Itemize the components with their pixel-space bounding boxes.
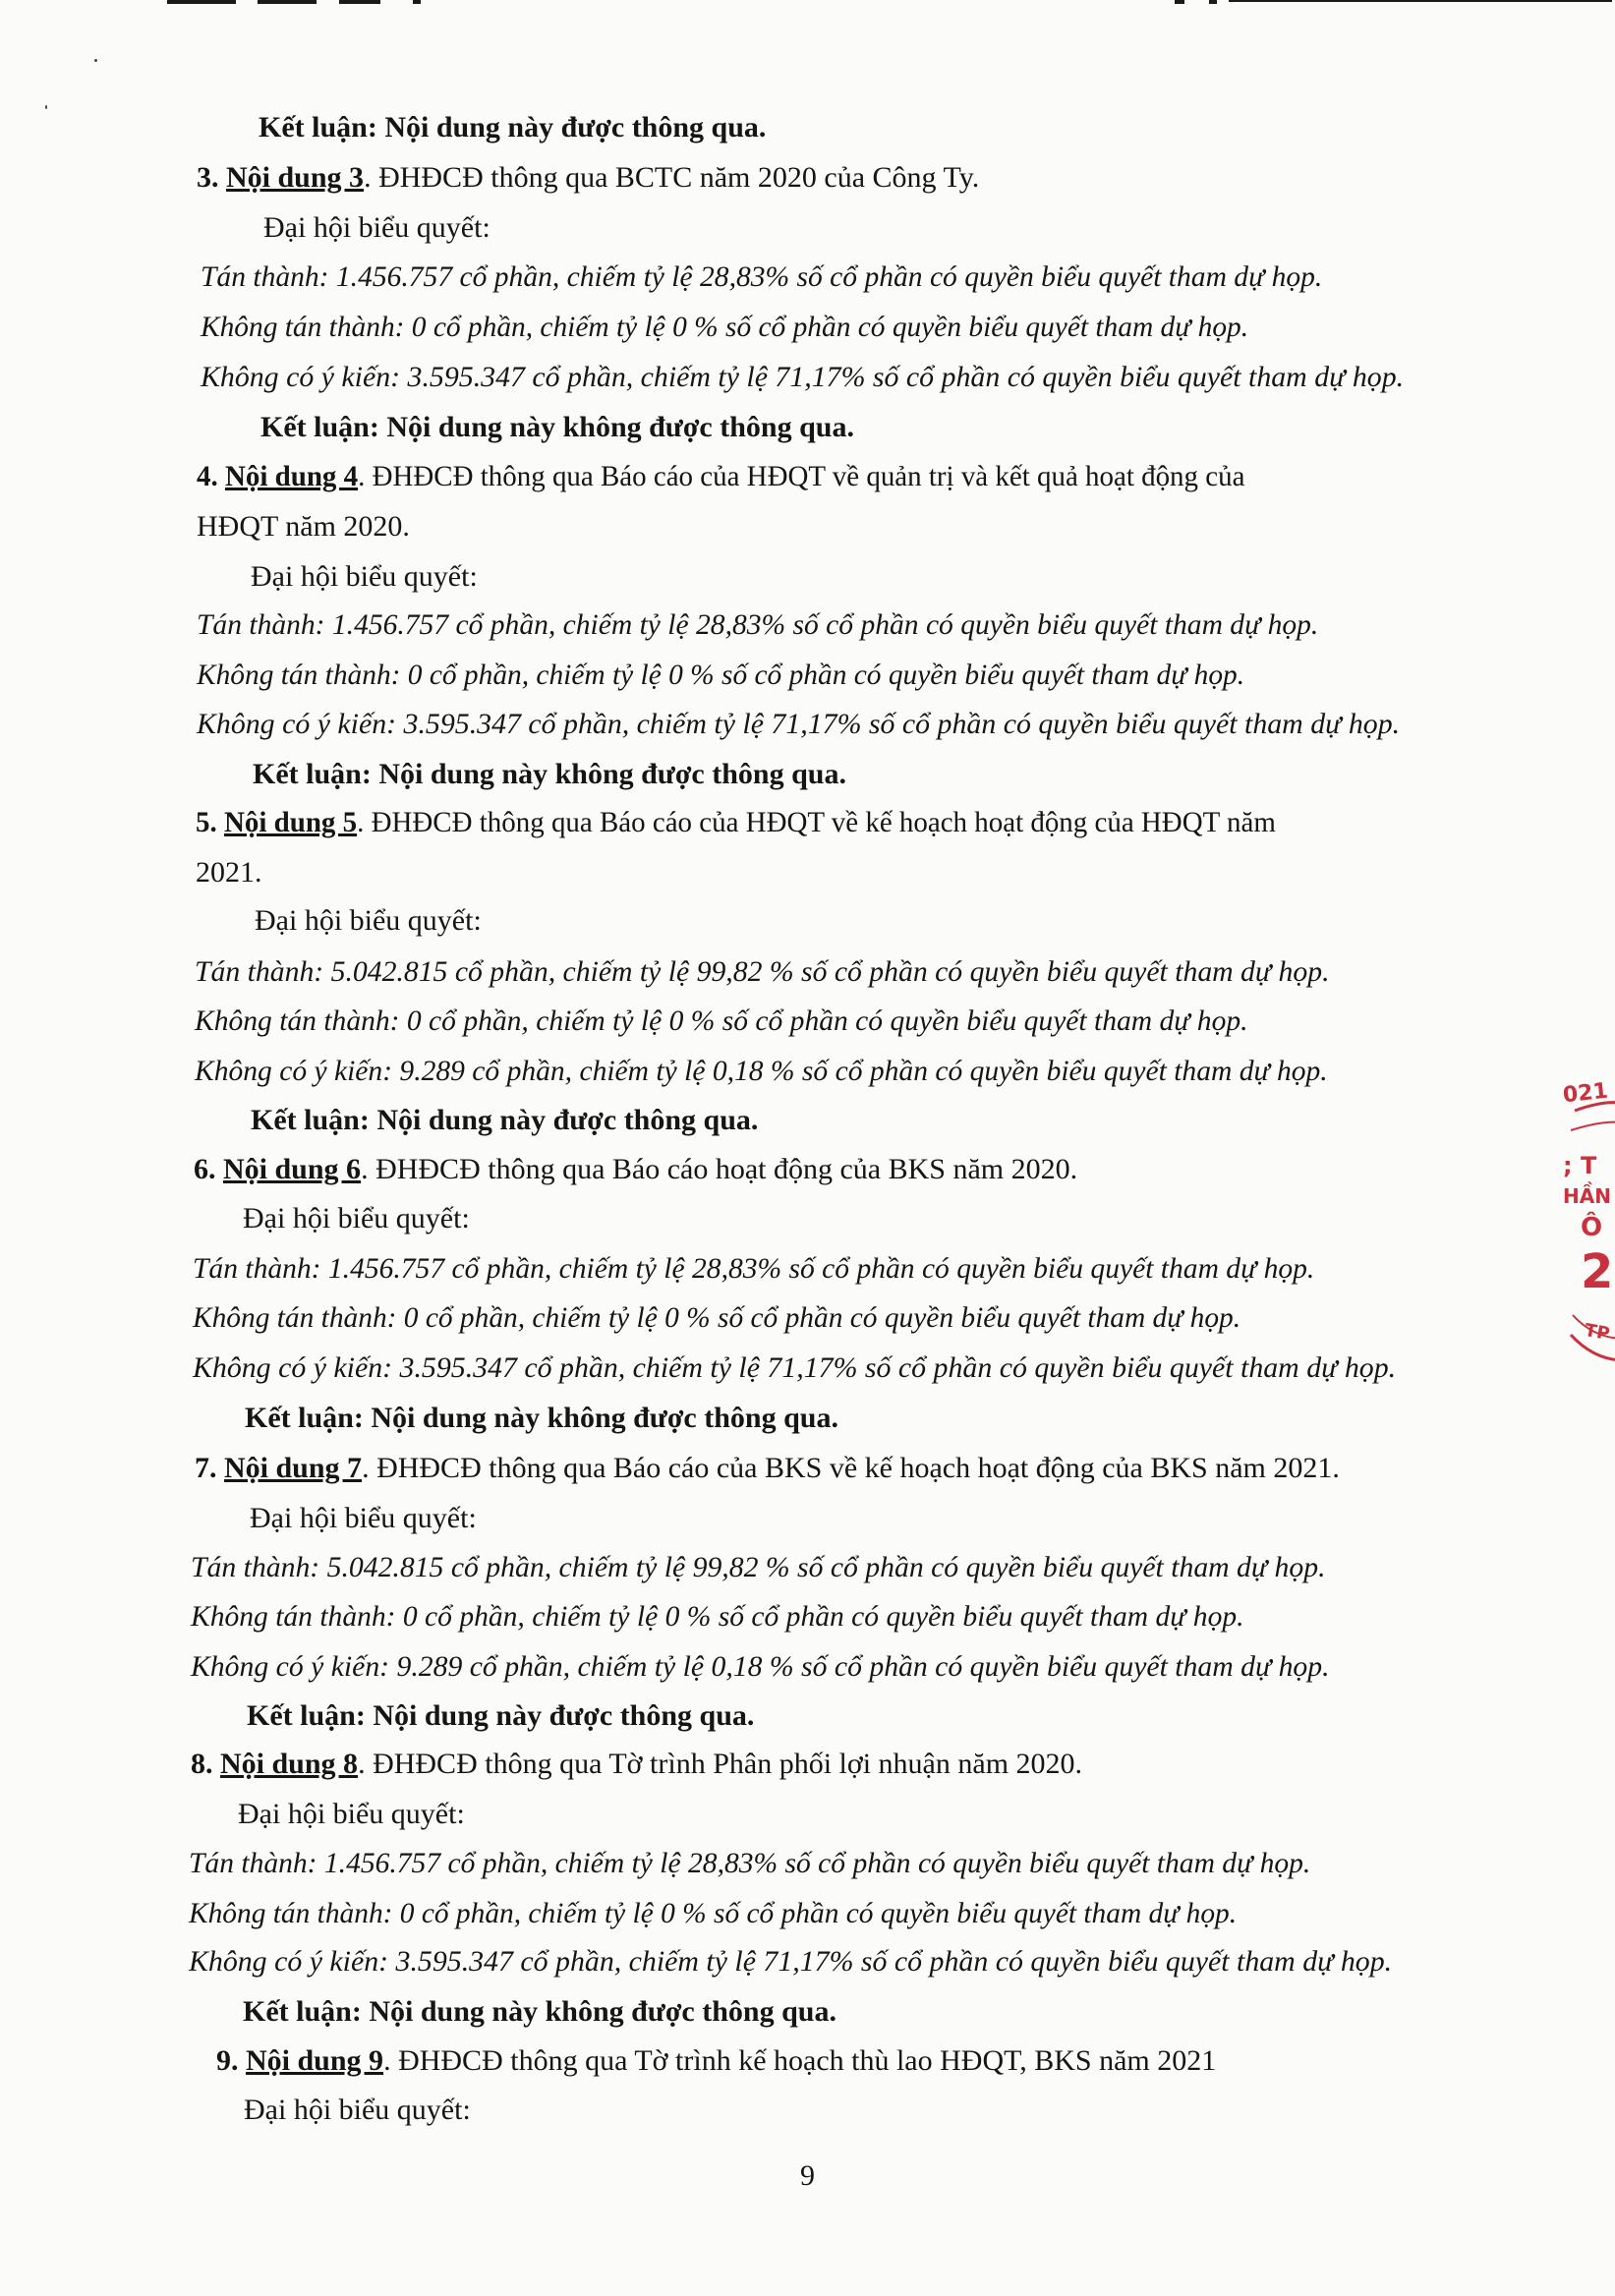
vote-result-line: Không tán thành: 0 cổ phần, chiếm tỷ lệ 0 % số cổ phần có quyền biểu quyết tham dự họp.	[189, 1897, 1238, 1929]
item-number: 7.	[195, 1452, 224, 1484]
vote-result-line: Tán thành: 5.042.815 cổ phần, chiếm tỷ lệ 99,82 % số cổ phần có quyền biểu quyết tham dự họp.	[191, 1551, 1326, 1583]
vote-result-line: Tán thành: 1.456.757 cổ phần, chiếm tỷ lệ 28,83% số cổ phần có quyền biểu quyết tham dự họp.	[189, 1847, 1311, 1879]
agenda-item-heading	[216, 2043, 1216, 2079]
text-line: Đại hội biểu quyết:	[255, 904, 482, 937]
item-number: 6.	[194, 1153, 223, 1185]
text-line: Đại hội biểu quyết:	[251, 560, 478, 593]
scan-top-edge-marks	[0, 0, 1615, 6]
vote-result-line: Không có ý kiến: 9.289 cổ phần, chiếm tỷ lệ 0,18 % số cổ phần có quyền biểu quyết tham dự họp.	[195, 1055, 1328, 1087]
text-line: Đại hội biểu quyết:	[250, 1502, 477, 1534]
item-label: Nội dung 8	[220, 1748, 359, 1780]
item-label: Nội dung 4	[224, 460, 359, 492]
conclusion-line: Kết luận: Nội dung này được thông qua.	[247, 1699, 755, 1732]
stamp-fragment: TP	[1583, 1319, 1612, 1346]
text-line: Đại hội biểu quyết:	[263, 211, 490, 244]
item-label: Nội dung 3	[226, 161, 365, 194]
item-label: Nội dung 7	[224, 1452, 363, 1484]
vote-result-line: Tán thành: 1.456.757 cổ phần, chiếm tỷ lệ 28,83% số cổ phần có quyền biểu quyết tham dự họp.	[201, 260, 1323, 293]
vote-result-line: Không có ý kiến: 3.595.347 cổ phần, chiếm tỷ lệ 71,17% số cổ phần có quyền biểu quyết tham dự họp.	[189, 1945, 1393, 1978]
vote-result-line: Không tán thành: 0 cổ phần, chiếm tỷ lệ 0 % số cổ phần có quyền biểu quyết tham dự họp.	[201, 311, 1249, 343]
item-description: . ĐHĐCĐ thông qua Báo cáo của BKS về kế hoạch hoạt động của BKS năm 2021.	[362, 1452, 1340, 1484]
text-line: 2021.	[196, 856, 262, 889]
vote-result-line: Không tán thành: 0 cổ phần, chiếm tỷ lệ 0 % số cổ phần có quyền biểu quyết tham dự họp.	[193, 1301, 1241, 1334]
scan-speck	[45, 105, 47, 109]
conclusion-line: Kết luận: Nội dung này không được thông qua.	[245, 1402, 838, 1434]
vote-result-line: Tán thành: 1.456.757 cổ phần, chiếm tỷ lệ 28,83% số cổ phần có quyền biểu quyết tham dự họp.	[197, 608, 1319, 641]
item-description: . ĐHĐCĐ thông qua BCTC năm 2020 của Công Ty.	[364, 161, 980, 194]
item-label: Nội dung 6	[223, 1153, 362, 1185]
item-number: 8.	[191, 1748, 220, 1780]
item-number: 4.	[197, 460, 225, 492]
vote-result-line: Tán thành: 1.456.757 cổ phần, chiếm tỷ lệ 28,83% số cổ phần có quyền biểu quyết tham dự họp.	[193, 1252, 1315, 1285]
item-number: 5.	[196, 806, 224, 838]
stamp-fragment: Ô	[1581, 1213, 1603, 1242]
vote-result-line: Không có ý kiến: 9.289 cổ phần, chiếm tỷ lệ 0,18 % số cổ phần có quyền biểu quyết tham dự họp.	[191, 1650, 1330, 1683]
conclusion-line: Kết luận: Nội dung này không được thông qua.	[253, 758, 846, 790]
conclusion-line: Kết luận: Nội dung này được thông qua.	[251, 1104, 759, 1136]
agenda-item-heading	[195, 1451, 1340, 1486]
vote-result-line: Không tán thành: 0 cổ phần, chiếm tỷ lệ 0 % số cổ phần có quyền biểu quyết tham dự họp.	[197, 659, 1245, 691]
vote-result-line: Không có ý kiến: 3.595.347 cổ phần, chiếm tỷ lệ 71,17% số cổ phần có quyền biểu quyết tham dự họp.	[197, 708, 1401, 740]
agenda-item-heading	[191, 1747, 1082, 1782]
stamp-fragment: HẦN	[1563, 1184, 1611, 1208]
conclusion-line: Kết luận: Nội dung này được thông qua.	[259, 111, 767, 144]
stamp-fragment: 021	[1561, 1078, 1610, 1109]
vote-result-line: Tán thành: 5.042.815 cổ phần, chiếm tỷ lệ 99,82 % số cổ phần có quyền biểu quyết tham dự họp.	[195, 955, 1330, 988]
text-line: Đại hội biểu quyết:	[244, 2094, 471, 2126]
item-label: Nội dung 5	[223, 806, 358, 838]
vote-result-line: Không tán thành: 0 cổ phần, chiếm tỷ lệ 0 % số cổ phần có quyền biểu quyết tham dự họp.	[191, 1600, 1244, 1633]
item-description: . ĐHĐCĐ thông qua Báo cáo hoạt động của BKS năm 2020.	[361, 1153, 1078, 1185]
agenda-item-heading	[197, 459, 1244, 494]
text-line: Đại hội biểu quyết:	[243, 1202, 470, 1234]
item-label: Nội dung 9	[246, 2044, 384, 2077]
scan-speck	[94, 59, 97, 62]
stamp-fragment: ; T	[1563, 1152, 1597, 1179]
red-company-stamp-edge	[1561, 1078, 1615, 1376]
item-description: . ĐHĐCĐ thông qua Báo cáo của HĐQT về quản trị và kết quả hoạt động của	[358, 460, 1245, 492]
item-number: 3.	[197, 161, 226, 194]
agenda-item-heading	[194, 1152, 1077, 1187]
text-line: HĐQT năm 2020.	[197, 510, 410, 543]
stamp-fragment: 2	[1581, 1244, 1614, 1299]
agenda-item-heading	[196, 805, 1276, 840]
item-description: . ĐHĐCĐ thông qua Báo cáo của HĐQT về kế hoạch hoạt động của HĐQT năm	[357, 806, 1276, 838]
vote-result-line: Không tán thành: 0 cổ phần, chiếm tỷ lệ 0 % số cổ phần có quyền biểu quyết tham dự họp.	[195, 1004, 1248, 1037]
stamp-arc	[1561, 1078, 1615, 1376]
item-description: . ĐHĐCĐ thông qua Tờ trình Phân phối lợi nhuận năm 2020.	[358, 1748, 1083, 1780]
text-line: Đại hội biểu quyết:	[238, 1798, 465, 1830]
vote-result-line: Không có ý kiến: 3.595.347 cổ phần, chiếm tỷ lệ 71,17% số cổ phần có quyền biểu quyết tham dự họp.	[193, 1351, 1397, 1384]
item-number: 9.	[216, 2044, 246, 2077]
conclusion-line: Kết luận: Nội dung này không được thông qua.	[260, 411, 854, 443]
vote-result-line: Không có ý kiến: 3.595.347 cổ phần, chiếm tỷ lệ 71,17% số cổ phần có quyền biểu quyết tham dự họp.	[201, 361, 1405, 393]
page-number: 9	[800, 2159, 815, 2192]
agenda-item-heading	[197, 160, 979, 196]
conclusion-line: Kết luận: Nội dung này không được thông qua.	[243, 1995, 836, 2028]
item-description: . ĐHĐCĐ thông qua Tờ trình kế hoạch thù lao HĐQT, BKS năm 2021	[383, 2044, 1217, 2077]
